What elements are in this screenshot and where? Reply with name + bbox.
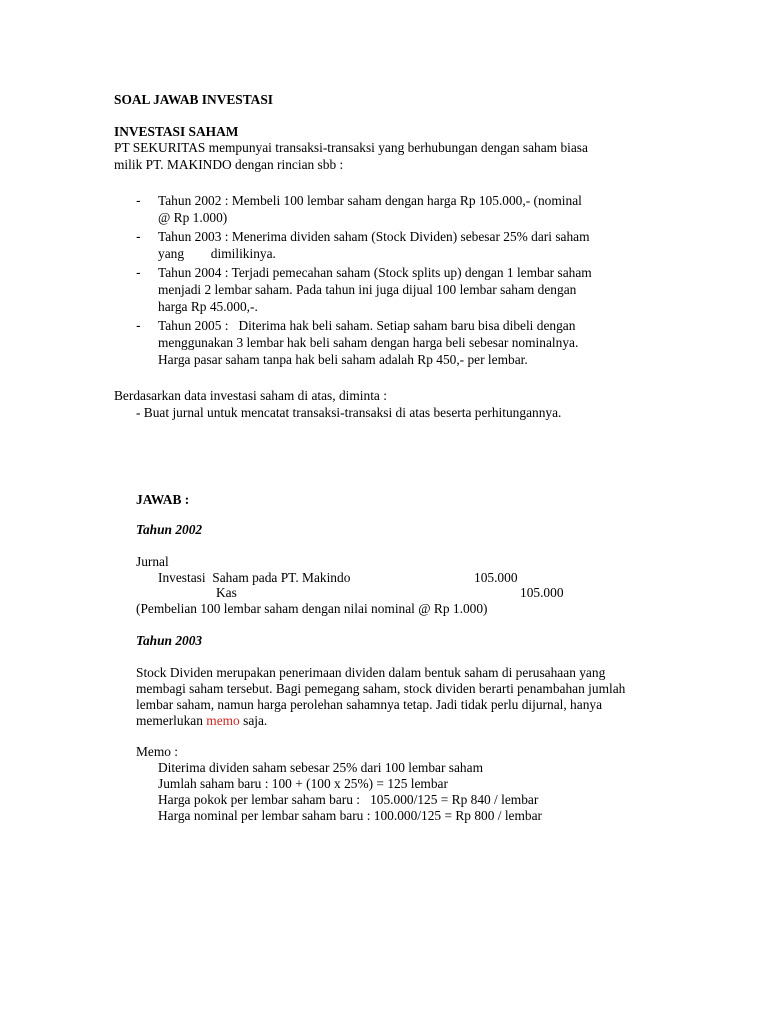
stock-dividen-line-4-end: saja. xyxy=(239,713,268,728)
intro-line-1: PT SEKURITAS mempunyai transaksi-transaksi yang berhubungan dengan saham biasa xyxy=(114,140,588,155)
transaction-2003-line-2: yang dimilikinya. xyxy=(158,246,276,261)
transaction-2002-line-2: @ Rp 1.000) xyxy=(158,210,228,225)
memo-line-4: Harga nominal per lembar saham baru : 100.000/125 = Rp 800 / lembar xyxy=(158,808,543,823)
bullet-dash: - xyxy=(136,264,141,280)
memo-line-3: Harga pokok per lembar saham baru : 105.000/125 = Rp 840 / lembar xyxy=(158,792,539,807)
transaction-2005-line-2: menggunakan 3 lembar hak beli saham dengan harga beli sebesar nominalnya. xyxy=(158,335,579,350)
journal-credit-amount: 105.000 xyxy=(520,585,564,600)
journal-debit-account: Investasi Saham pada PT. Makindo xyxy=(158,570,351,585)
transaction-2004-line-2: menjadi 2 lembar saham. Pada tahun ini juga dijual 100 lembar saham dengan xyxy=(158,282,577,297)
year-2003-heading: Tahun 2003 xyxy=(136,633,203,648)
journal-note: (Pembelian 100 lembar saham dengan nilai nominal @ Rp 1.000) xyxy=(136,601,488,616)
bullet-dash: - xyxy=(136,228,141,244)
section-title: INVESTASI SAHAM xyxy=(114,124,239,139)
jurnal-label: Jurnal xyxy=(136,554,169,569)
stock-dividen-line-2: membagi saham tersebut. Bagi pemegang saham, stock dividen berarti penambahan jumlah xyxy=(136,681,626,696)
document-title: SOAL JAWAB INVESTASI xyxy=(114,92,274,107)
request-line-1: Berdasarkan data investasi saham di atas, diminta : xyxy=(114,388,387,403)
transaction-2004-line-3: harga Rp 45.000,-. xyxy=(158,299,258,314)
bullet-dash: - xyxy=(136,317,141,333)
memo-line-2: Jumlah saham baru : 100 + (100 x 25%) = 125 lembar xyxy=(158,776,448,791)
stock-dividen-line-3: lembar saham, namun harga perolehan sahamnya tetap. Jadi tidak perlu dijurnal, hanya xyxy=(136,697,603,712)
transaction-2005-line-3: Harga pasar saham tanpa hak beli saham adalah Rp 450,- per lembar. xyxy=(158,352,528,367)
stock-dividen-line-4 xyxy=(136,712,267,730)
journal-debit-amount: 105.000 xyxy=(474,570,518,585)
year-2002-heading: Tahun 2002 xyxy=(136,522,203,537)
intro-line-2: milik PT. MAKINDO dengan rincian sbb : xyxy=(114,157,344,172)
journal-credit-account: Kas xyxy=(216,585,237,600)
answer-heading: JAWAB : xyxy=(136,492,190,507)
request-line-2: - Buat jurnal untuk mencatat transaksi-transaksi di atas beserta perhitungannya. xyxy=(136,405,562,420)
memo-label: Memo : xyxy=(136,744,179,759)
transaction-2003-line-1: Tahun 2003 : Menerima dividen saham (Stock Dividen) sebesar 25% dari saham xyxy=(158,229,590,244)
stock-dividen-line-1: Stock Dividen merupakan penerimaan dividen dalam bentuk saham di perusahaan yang xyxy=(136,665,606,680)
memo-line-1: Diterima dividen saham sebesar 25% dari 100 lembar saham xyxy=(158,760,483,775)
bullet-dash: - xyxy=(136,192,141,208)
stock-dividen-line-4-start: memerlukan xyxy=(136,713,207,728)
transaction-2004-line-1: Tahun 2004 : Terjadi pemecahan saham (Stock splits up) dengan 1 lembar saham xyxy=(158,265,592,280)
transaction-2002-line-1: Tahun 2002 : Membeli 100 lembar saham dengan harga Rp 105.000,- (nominal xyxy=(158,193,582,208)
memo-highlight: memo xyxy=(206,713,240,728)
transaction-2005-line-1: Tahun 2005 : Diterima hak beli saham. Setiap saham baru bisa dibeli dengan xyxy=(158,318,576,333)
